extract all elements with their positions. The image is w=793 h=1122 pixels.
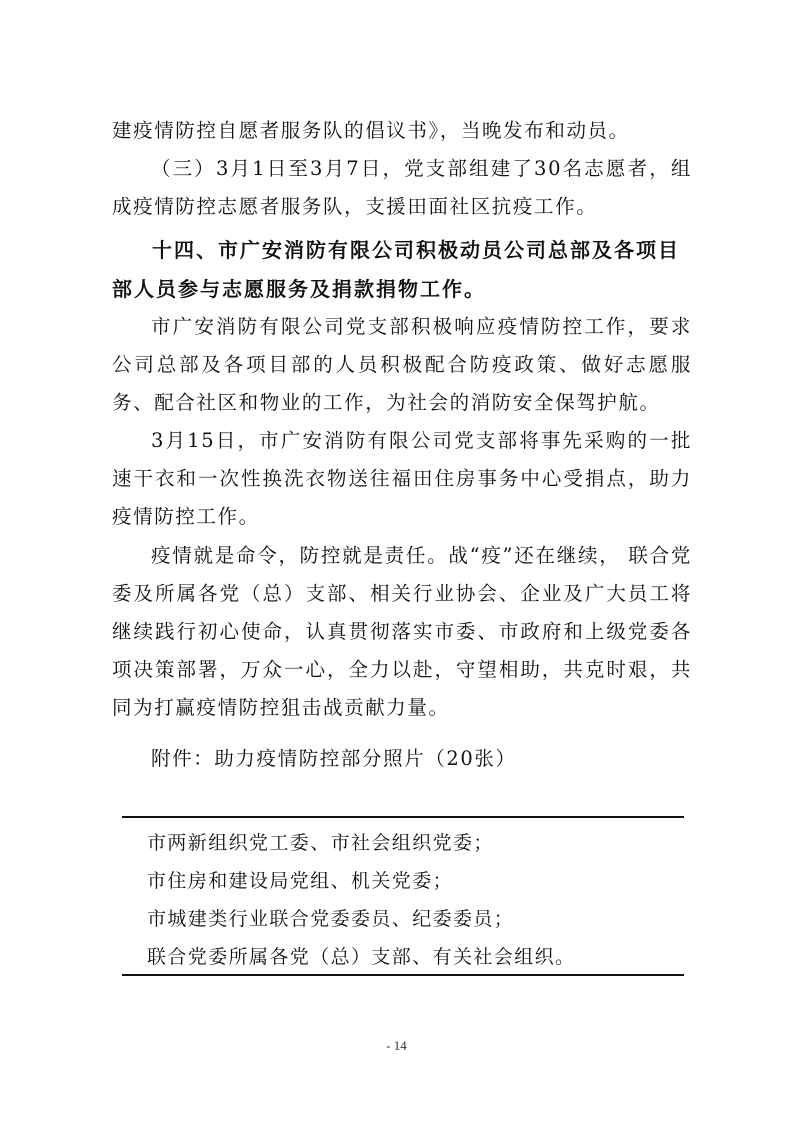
- cc-item: 市住房和建设局党组、机关党委；: [147, 870, 454, 892]
- cc-top-rule: [122, 816, 684, 818]
- cc-list: [147, 824, 667, 976]
- cc-item: 联合党委所属各党（总）支部、有关社会组织。: [147, 946, 576, 968]
- page-number: - 14: [386, 1038, 407, 1053]
- paragraph-conclusion: 疫情就是命令，防控就是责任。战“疫”还在继续， 联合党委及所属各党（总）支部、相关行业协会、企业及广大员工将继续践行初心使命，认真贯彻落实市委、市政府和上级党委各项决策部署，万众一心，全力以赴，守望相助，共克时艰，共同为打赢疫情防控狙击战贡献力量。: [112, 544, 692, 719]
- paragraph-volunteer-team: （三）3月1日至3月7日，党支部组建了30名志愿者，组成疫情防控志愿者服务队，支援田面社区抗疫工作。: [112, 157, 692, 218]
- paragraph-donation: 3月15日，市广安消防有限公司党支部将事先采购的一批速干衣和一次性换洗衣物送往福田住房事务中心受捐点，助力疫情防控工作。: [112, 429, 692, 528]
- cc-bottom-rule: [122, 974, 684, 976]
- cc-item: 市两新组织党工委、市社会组织党委；: [147, 832, 494, 854]
- paragraph-continuation: 建疫情防控自愿者服务队的倡议书》，当晚发布和动员。: [112, 119, 630, 142]
- section-heading-14: 十四、市广安消防有限公司积极动员公司总部及各项目部人员参与志愿服务及捐款捐物工作。: [112, 238, 680, 301]
- cc-item: 市城建类行业联合党委委员、纪委委员；: [147, 908, 515, 930]
- attachment-note: 附件：助力疫情防控部分照片（20张）: [151, 747, 517, 770]
- paragraph-company-response: 市广安消防有限公司党支部积极响应疫情防控工作，要求公司总部及各项目部的人员积极配合防疫政策、做好志愿服务、配合社区和物业的工作，为社会的消防安全保驾护航。: [112, 315, 692, 414]
